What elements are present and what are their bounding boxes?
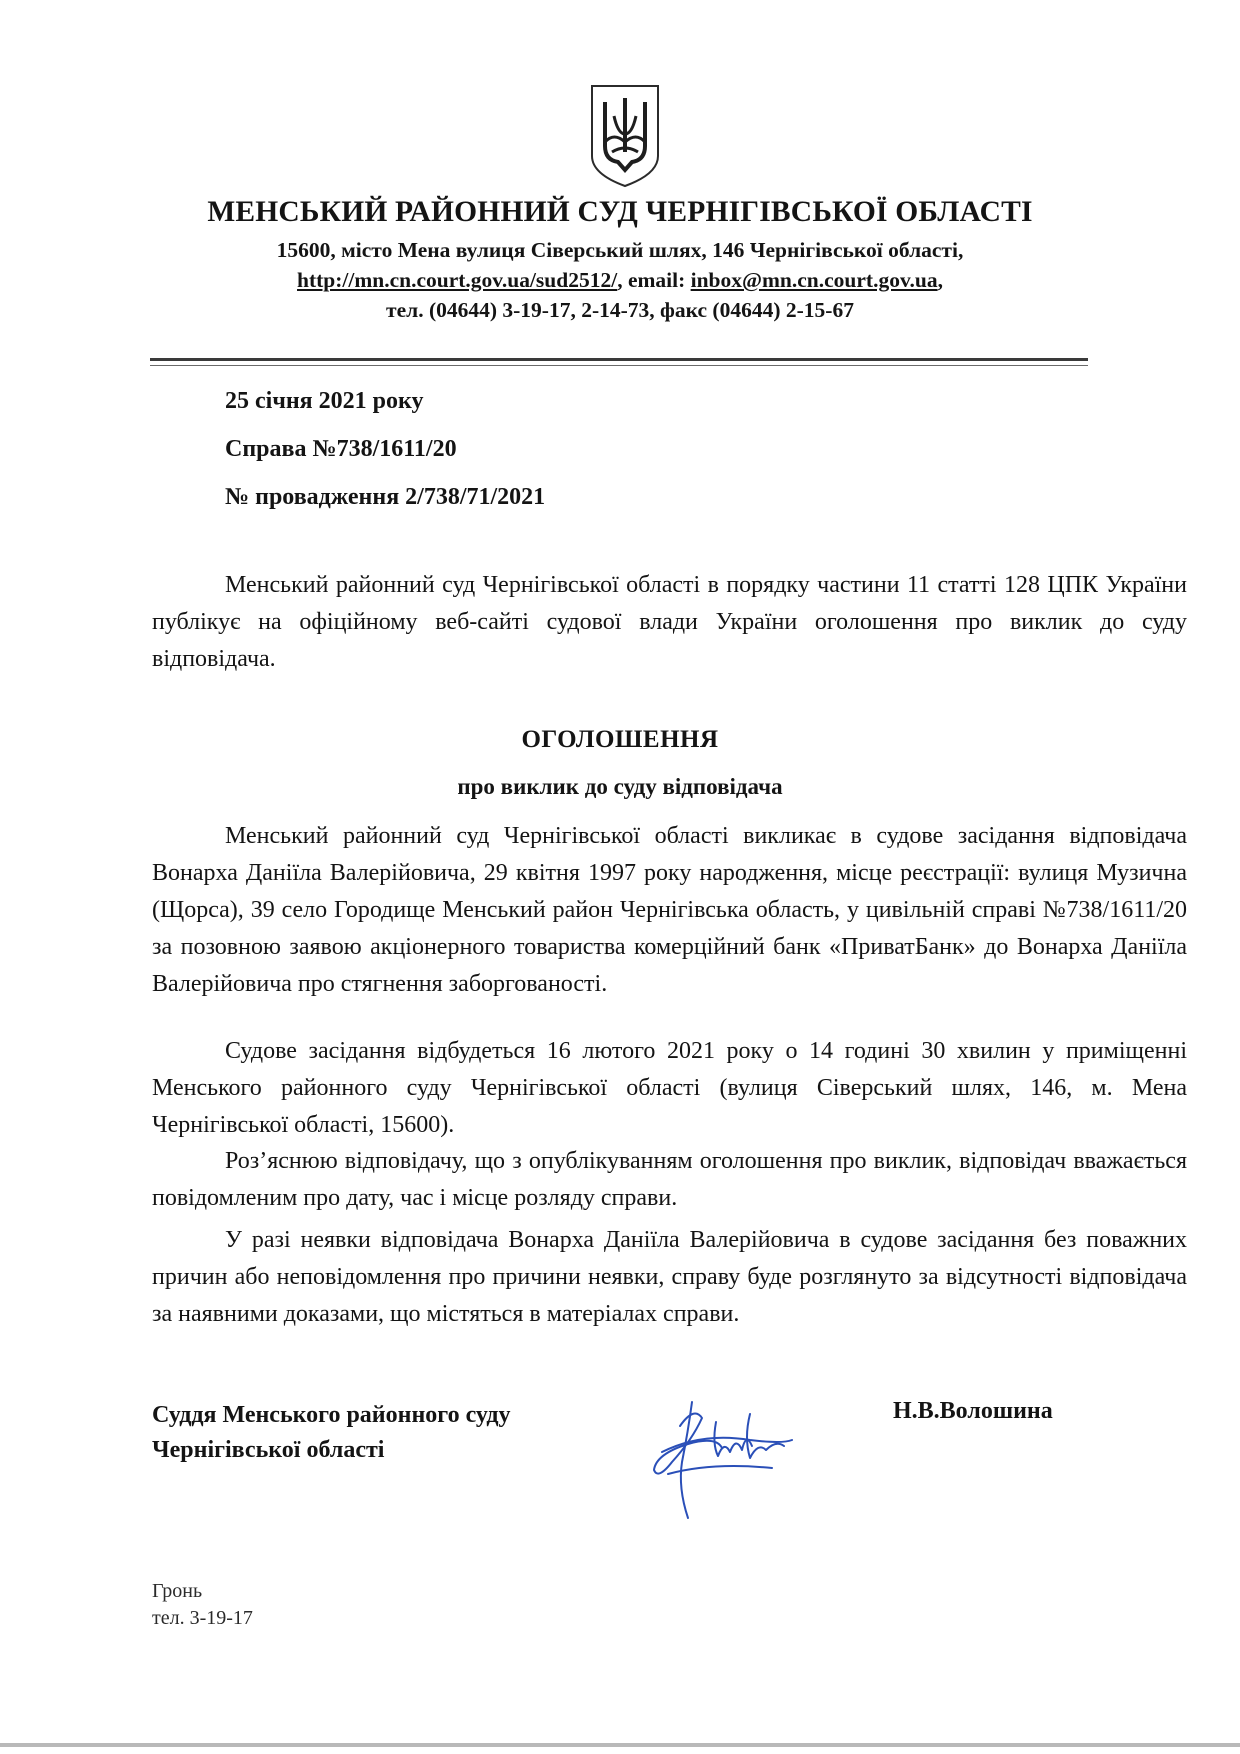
scan-edge-line bbox=[0, 1743, 1240, 1747]
website-link[interactable]: http://mn.cn.court.gov.ua/sud2512/ bbox=[297, 268, 618, 292]
trident-emblem-icon bbox=[588, 82, 662, 190]
email-link[interactable]: inbox@mn.cn.court.gov.ua bbox=[690, 268, 938, 292]
executor-phone: тел. 3-19-17 bbox=[152, 1607, 253, 1629]
proceeding-number: № провадження 2/738/71/2021 bbox=[225, 484, 546, 510]
announcement-subtitle: про виклик до суду відповідача bbox=[457, 774, 783, 799]
announcement-title: ОГОЛОШЕННЯ bbox=[521, 726, 719, 753]
court-phones: тел. (04644) 3-19-17, 2-14-73, факс (04644) 2-15-67 bbox=[386, 298, 854, 322]
judge-title bbox=[152, 1398, 511, 1468]
judge-title-line: Суддя Менського районного суду bbox=[152, 1402, 511, 1428]
announcement-paragraph: Менський районний суд Чернігівської області викликає в судове засідання відповідача Вонарха Даніїла Валерійовича, 29 квітня 1997 року народження, місце реєстрації: вулиця Музична (Щорса), 39 село Городище Менський район Чернігівська область, у цивільній справі №738/1611/20 за позовною заявою акціонерного товариства комерційний банк «ПриватБанк» до Вонарха Даніїла Валерійовича про стягнення заборгованості. bbox=[152, 823, 1187, 997]
header-divider bbox=[150, 358, 1088, 366]
announcement-paragraph: Судове засідання відбудеться 16 лютого 2021 року о 14 годині 30 хвилин у приміщенні Менського районного суду Чернігівської області (вулиця Сіверський шлях, 146, м. Мена Чернігівської області, 15600). bbox=[152, 1038, 1187, 1138]
judge-title-line: Чернігівської області bbox=[152, 1437, 385, 1463]
email-label: email: bbox=[627, 268, 686, 292]
separator-comma: , bbox=[617, 268, 628, 292]
document-date: 25 січня 2021 року bbox=[225, 388, 424, 414]
announcement-paragraph: Роз’яснюю відповідачу, що з опублікуванням оголошення про виклик, відповідач вважається повідомленим про дату, час і місце розляду справи. bbox=[152, 1148, 1187, 1211]
judge-name: Н.В.Волошина bbox=[893, 1398, 1053, 1424]
handwritten-signature bbox=[632, 1392, 802, 1532]
case-number: Справа №738/1611/20 bbox=[225, 436, 457, 462]
announcement-paragraph: У разі неявки відповідача Вонарха Даніїла Валерійовича в судове засідання без поважних причин або неповідомлення про причини неявки, справу буде розглянуто за відсутності відповідача за наявними доказами, що містяться в матеріалах справи. bbox=[152, 1227, 1187, 1327]
executor-name: Гронь bbox=[152, 1580, 203, 1602]
court-name: МЕНСЬКИЙ РАЙОННИЙ СУД ЧЕРНІГІВСЬКОЇ ОБЛАСТІ bbox=[207, 196, 1033, 228]
court-address: 15600, місто Мена вулиця Сіверський шлях, 146 Чернігівської області, bbox=[276, 238, 964, 262]
intro-paragraph: Менський районний суд Чернігівської області в порядку частини 11 статті 128 ЦПК України публікує на офіційному веб-сайті судової влади України оголошення про виклик до суду відповідача. bbox=[152, 572, 1187, 672]
contact-line bbox=[0, 268, 1240, 293]
separator-comma: , bbox=[937, 268, 943, 292]
